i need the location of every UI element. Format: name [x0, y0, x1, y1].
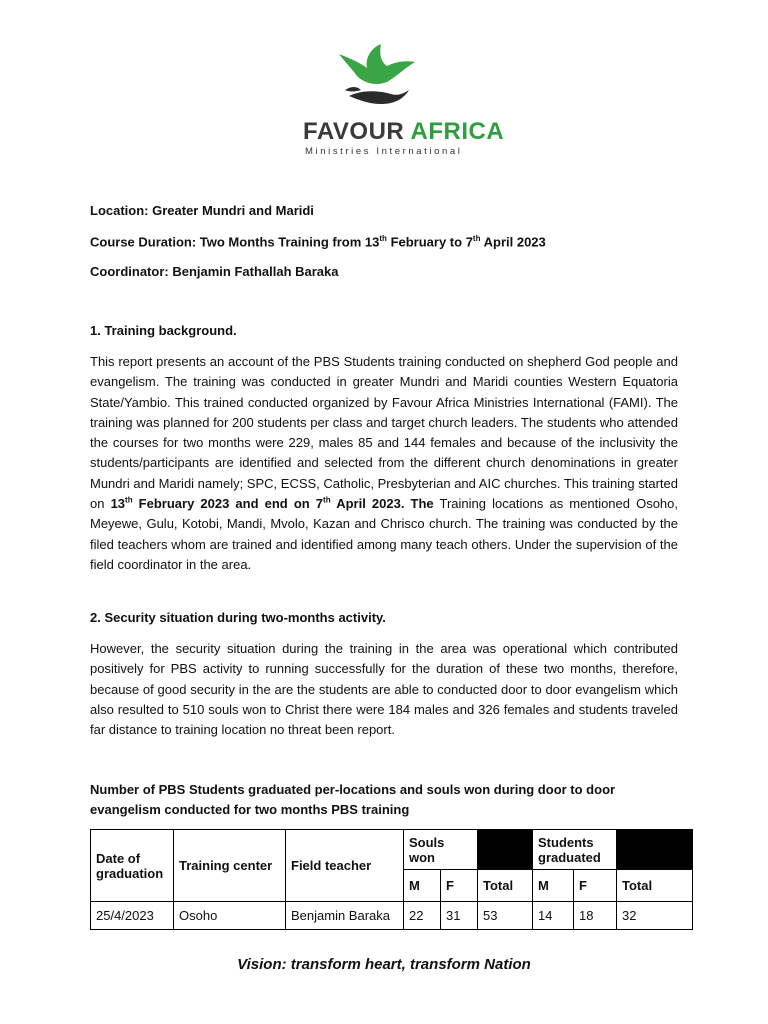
section1-paragraph	[90, 352, 678, 575]
cell-training-center: Osoho	[174, 902, 286, 930]
cell-souls-m: 22	[404, 902, 441, 930]
cell-students-total: 32	[617, 902, 693, 930]
duration-suffix: April 2023	[480, 234, 546, 250]
section1-bold-b1-sup: th	[125, 495, 133, 505]
table-caption: Number of PBS Students graduated per-locations and souls won during door to door evangelism conducted for two months PBS training	[90, 782, 616, 817]
section1-bold-b1: 13	[110, 496, 126, 512]
brand-name-part1: FAVOUR	[303, 118, 411, 145]
section2-heading: 2. Security situation during two-months activity.	[90, 610, 386, 625]
duration-prefix: Course Duration: Two Months Training from 13	[90, 234, 380, 250]
vision-footer: Vision: transform heart, transform Nation	[237, 956, 531, 973]
section1-bold-b2-sup: th	[323, 495, 331, 505]
header-blank-cell	[478, 830, 533, 870]
brand-name-part2: AFRICA	[410, 118, 505, 145]
header-students-graduated: Students graduated	[533, 830, 617, 870]
section1-bold-b2: February 2023 and end on 7	[132, 496, 324, 512]
header-souls-m: M	[404, 870, 441, 902]
section2-paragraph: However, the security situation during the training in the area was operational which contributed positively for PBS activity to running successfully for the duration of these two months, therefore, because of good security in the are the students are able to conducted door to door evangelism which also resulted to 510 souls won to Christ there were 184 males and 326 females and students traveled far distance to training location no threat been report.	[90, 641, 678, 738]
header-souls-f: F	[441, 870, 478, 902]
header-students-f: F	[574, 870, 617, 902]
cell-field-teacher: Benjamin Baraka	[286, 902, 404, 930]
section1-text-c: Training locations as mentioned Osoho, Meyewe, Gulu, Kotobi, Mandi, Mvolo, Kazan and Chrisco church. The training was conducted by the filed teachers whom are trained and identified among many teach others. Under the supervision of the field coordinator in the area.	[90, 496, 679, 572]
header-training-center: Training center	[174, 830, 286, 902]
section1-heading: 1. Training background.	[90, 323, 237, 338]
cell-students-f: 18	[574, 902, 617, 930]
dove-hand-icon	[335, 40, 417, 112]
duration-sup2: th	[472, 234, 481, 243]
header-students-total: Total	[617, 870, 693, 902]
coordinator-line: Coordinator: Benjamin Fathallah Baraka	[90, 264, 339, 279]
duration-mid: February to 7	[386, 234, 473, 250]
header-students-m: M	[533, 870, 574, 902]
cell-souls-f: 31	[441, 902, 478, 930]
section1-text-a: This report presents an account of the PBS Students training conducted on shepherd God people and evangelism. The training was conducted in greater Mundri and Maridi counties Western Equatoria State/Yambio. This trained conducted organized by Favour Africa Ministries International (FAMI). The training was planned for 200 students per class and target church leaders. The students who attended the courses for two months were 229, males 85 and 144 females and because of the inclusivity the students/participants are identified and selected from the different church denominations in greater Mundri and Maridi namely; SPC, ECSS, Catholic, Presbyterian and AIC churches. This training started on	[90, 354, 678, 512]
brand-name	[303, 118, 504, 146]
location-line	[90, 203, 314, 218]
course-duration-line	[90, 234, 546, 249]
header-blank-cell	[617, 830, 693, 870]
header-souls-total: Total	[478, 870, 533, 902]
header-field-teacher: Field teacher	[286, 830, 404, 902]
graduation-table	[90, 829, 693, 930]
location-value: : Greater Mundri and Maridi	[144, 203, 314, 218]
table-row	[91, 902, 693, 930]
cell-souls-total: 53	[478, 902, 533, 930]
table-header-row	[91, 830, 693, 870]
cell-date: 25/4/2023	[91, 902, 174, 930]
favour-africa-logo	[295, 40, 505, 165]
section1-bold-b3: April 2023. The	[330, 496, 434, 512]
location-label: Location	[90, 203, 145, 218]
cell-students-m: 14	[533, 902, 574, 930]
duration-sup1: th	[379, 234, 387, 243]
header-date: Date of graduation	[91, 830, 174, 902]
brand-tagline: Ministries International	[305, 146, 463, 157]
header-souls-won: Souls won	[404, 830, 478, 870]
